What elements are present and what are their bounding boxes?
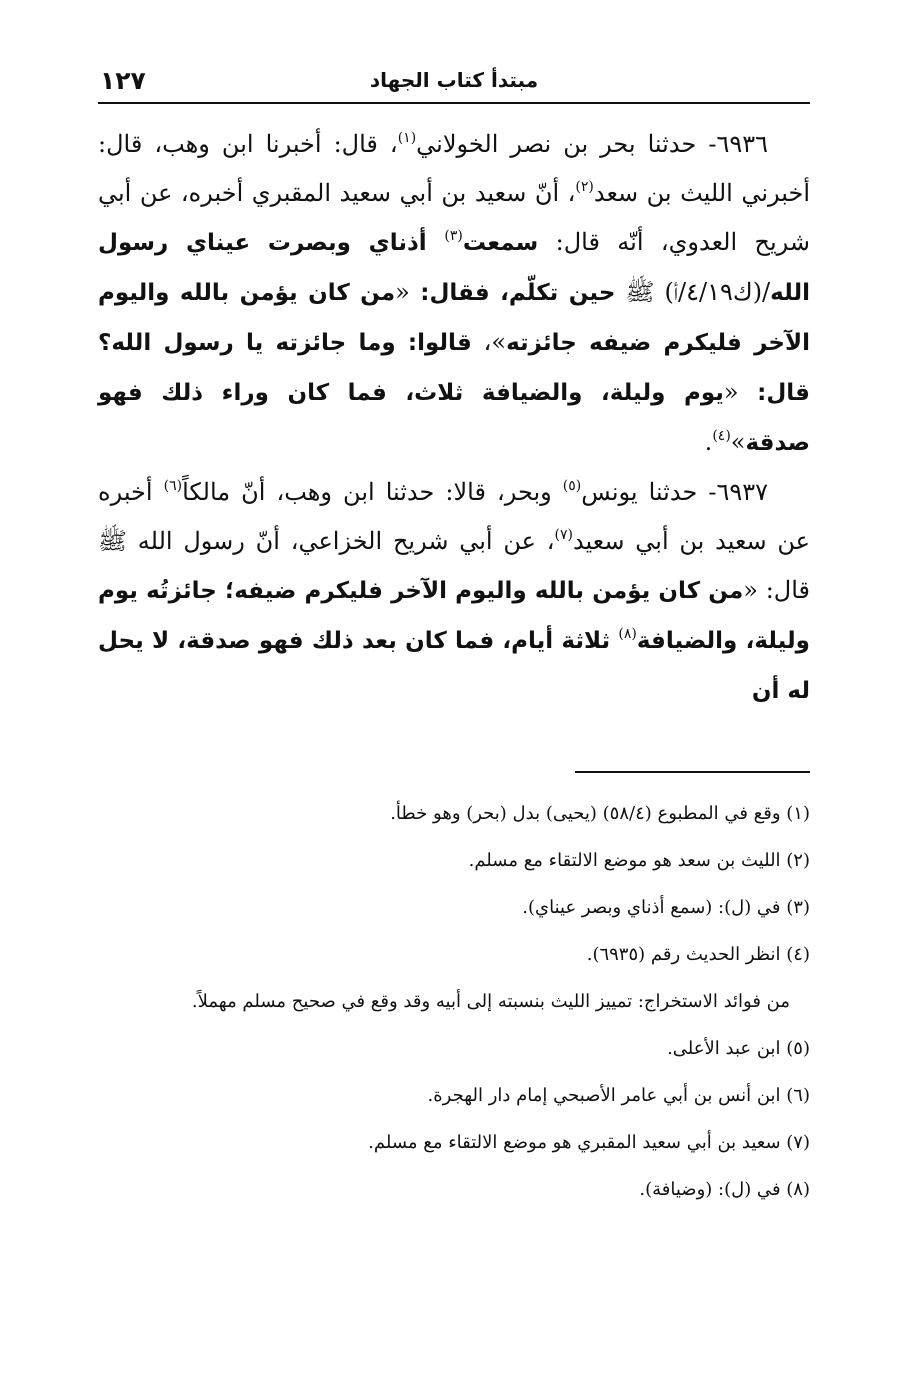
page-number: ١٢٧ — [100, 66, 146, 95]
footnote-note: من فوائد الاستخراج: تمييز الليث بنسبته إلى أبيه وقد وقع في صحيح مسلم مهملاً. — [191, 991, 790, 1012]
footnote: (٨) في (ل): (وضيافة). — [639, 1179, 810, 1200]
text-run: ٦٩٣٧- حدثنا يونس — [581, 478, 768, 506]
bold-run: قالوا: وما جائزته يا رسول الله؟ قال: — [98, 330, 810, 406]
quote-mark: « — [395, 278, 410, 306]
bold-run: حين تكلّم، فقال: — [409, 280, 616, 306]
text-run: ، أنّ سعيد بن أبي سعيد المقبري أخبره، عن أبي شريح العدوي، أنّه قال: — [98, 179, 810, 256]
hadith-6937 — [98, 468, 810, 716]
quote-mark: »، — [471, 328, 507, 356]
footnote-ref: (٧) — [554, 527, 573, 543]
text-run: وبحر، قالا: حدثنا ابن وهب، أنّ مالكاً — [182, 478, 563, 506]
quote-mark: » — [730, 428, 746, 456]
bold-run: سمعت — [462, 230, 539, 256]
text-run: ، عن أبي شريح الخزاعي، أنّ رسول الله ﷺ قال: « — [98, 527, 811, 604]
footnotes — [98, 790, 810, 1213]
footnote-ref: (٨) — [618, 626, 637, 642]
footnote: (٣) في (ل): (سمع أذناي وبصر عيناي). — [522, 897, 810, 918]
header-rule — [98, 102, 810, 104]
footnote-ref: (٦) — [163, 478, 183, 494]
footnote: (٢) الليث بن سعد هو موضع الالتقاء مع مسلم. — [468, 850, 810, 871]
text-run: ٦٩٣٦- حدثنا بحر بن نصر الخولاني — [416, 130, 768, 158]
footnote: (٤) انظر الحديث رقم (٦٩٣٥). — [586, 944, 810, 965]
footnote-ref: (٣) — [444, 228, 463, 244]
bold-run: من كان يؤمن بالله واليوم الآخر فليكرم ضيفه؛ جائزتُه يوم وليلة، والضيافة — [98, 578, 810, 654]
page-header — [98, 66, 810, 100]
text-run: أخبره عن سعيد بن أبي سعيد — [98, 478, 810, 555]
footnote: (٦) ابن أنس بن أبي عامر الأصبحي إمام دار الهجرة. — [427, 1085, 810, 1106]
footnote-separator — [575, 771, 810, 773]
text-run: /(ك٤/١٩/أ) ﷺ — [615, 278, 771, 306]
footnote: (٧) سعيد بن أبي سعيد المقبري هو موضع الالتقاء مع مسلم. — [368, 1132, 810, 1153]
text-run: . — [704, 428, 713, 456]
footnote-ref: (١) — [397, 130, 417, 146]
hadith-6936 — [98, 120, 810, 468]
footnote-ref: (٢) — [575, 179, 594, 195]
footnote: (١) وقع في المطبوع (٥٨/٤) (يحيى) بدل (بحر) وهو خطأ. — [390, 803, 810, 824]
footnote: (٥) ابن عبد الأعلى. — [667, 1038, 810, 1059]
footnote-ref: (٤) — [712, 428, 731, 444]
bold-run: من كان يؤمن بالله واليوم الآخر فليكرم ضيفه جائزته — [98, 280, 810, 356]
bold-run: أذناي وبصرت عيناي رسول الله — [98, 230, 810, 306]
running-title: مبتدأ كتاب الجهاد — [369, 68, 539, 92]
footnote-ref: (٥) — [562, 478, 582, 494]
text-run: ، قال: أخبرنا ابن وهب، قال: أخبرني الليث بن سعد — [98, 130, 810, 207]
bold-run: يوم وليلة، والضيافة ثلاث، فما كان وراء ذلك فهو صدقة — [98, 380, 810, 456]
main-text — [98, 120, 810, 716]
bold-run: ثلاثة أيام، فما كان بعد ذلك فهو صدقة، لا يحل له أن — [98, 628, 810, 704]
quote-mark: « — [723, 378, 739, 406]
